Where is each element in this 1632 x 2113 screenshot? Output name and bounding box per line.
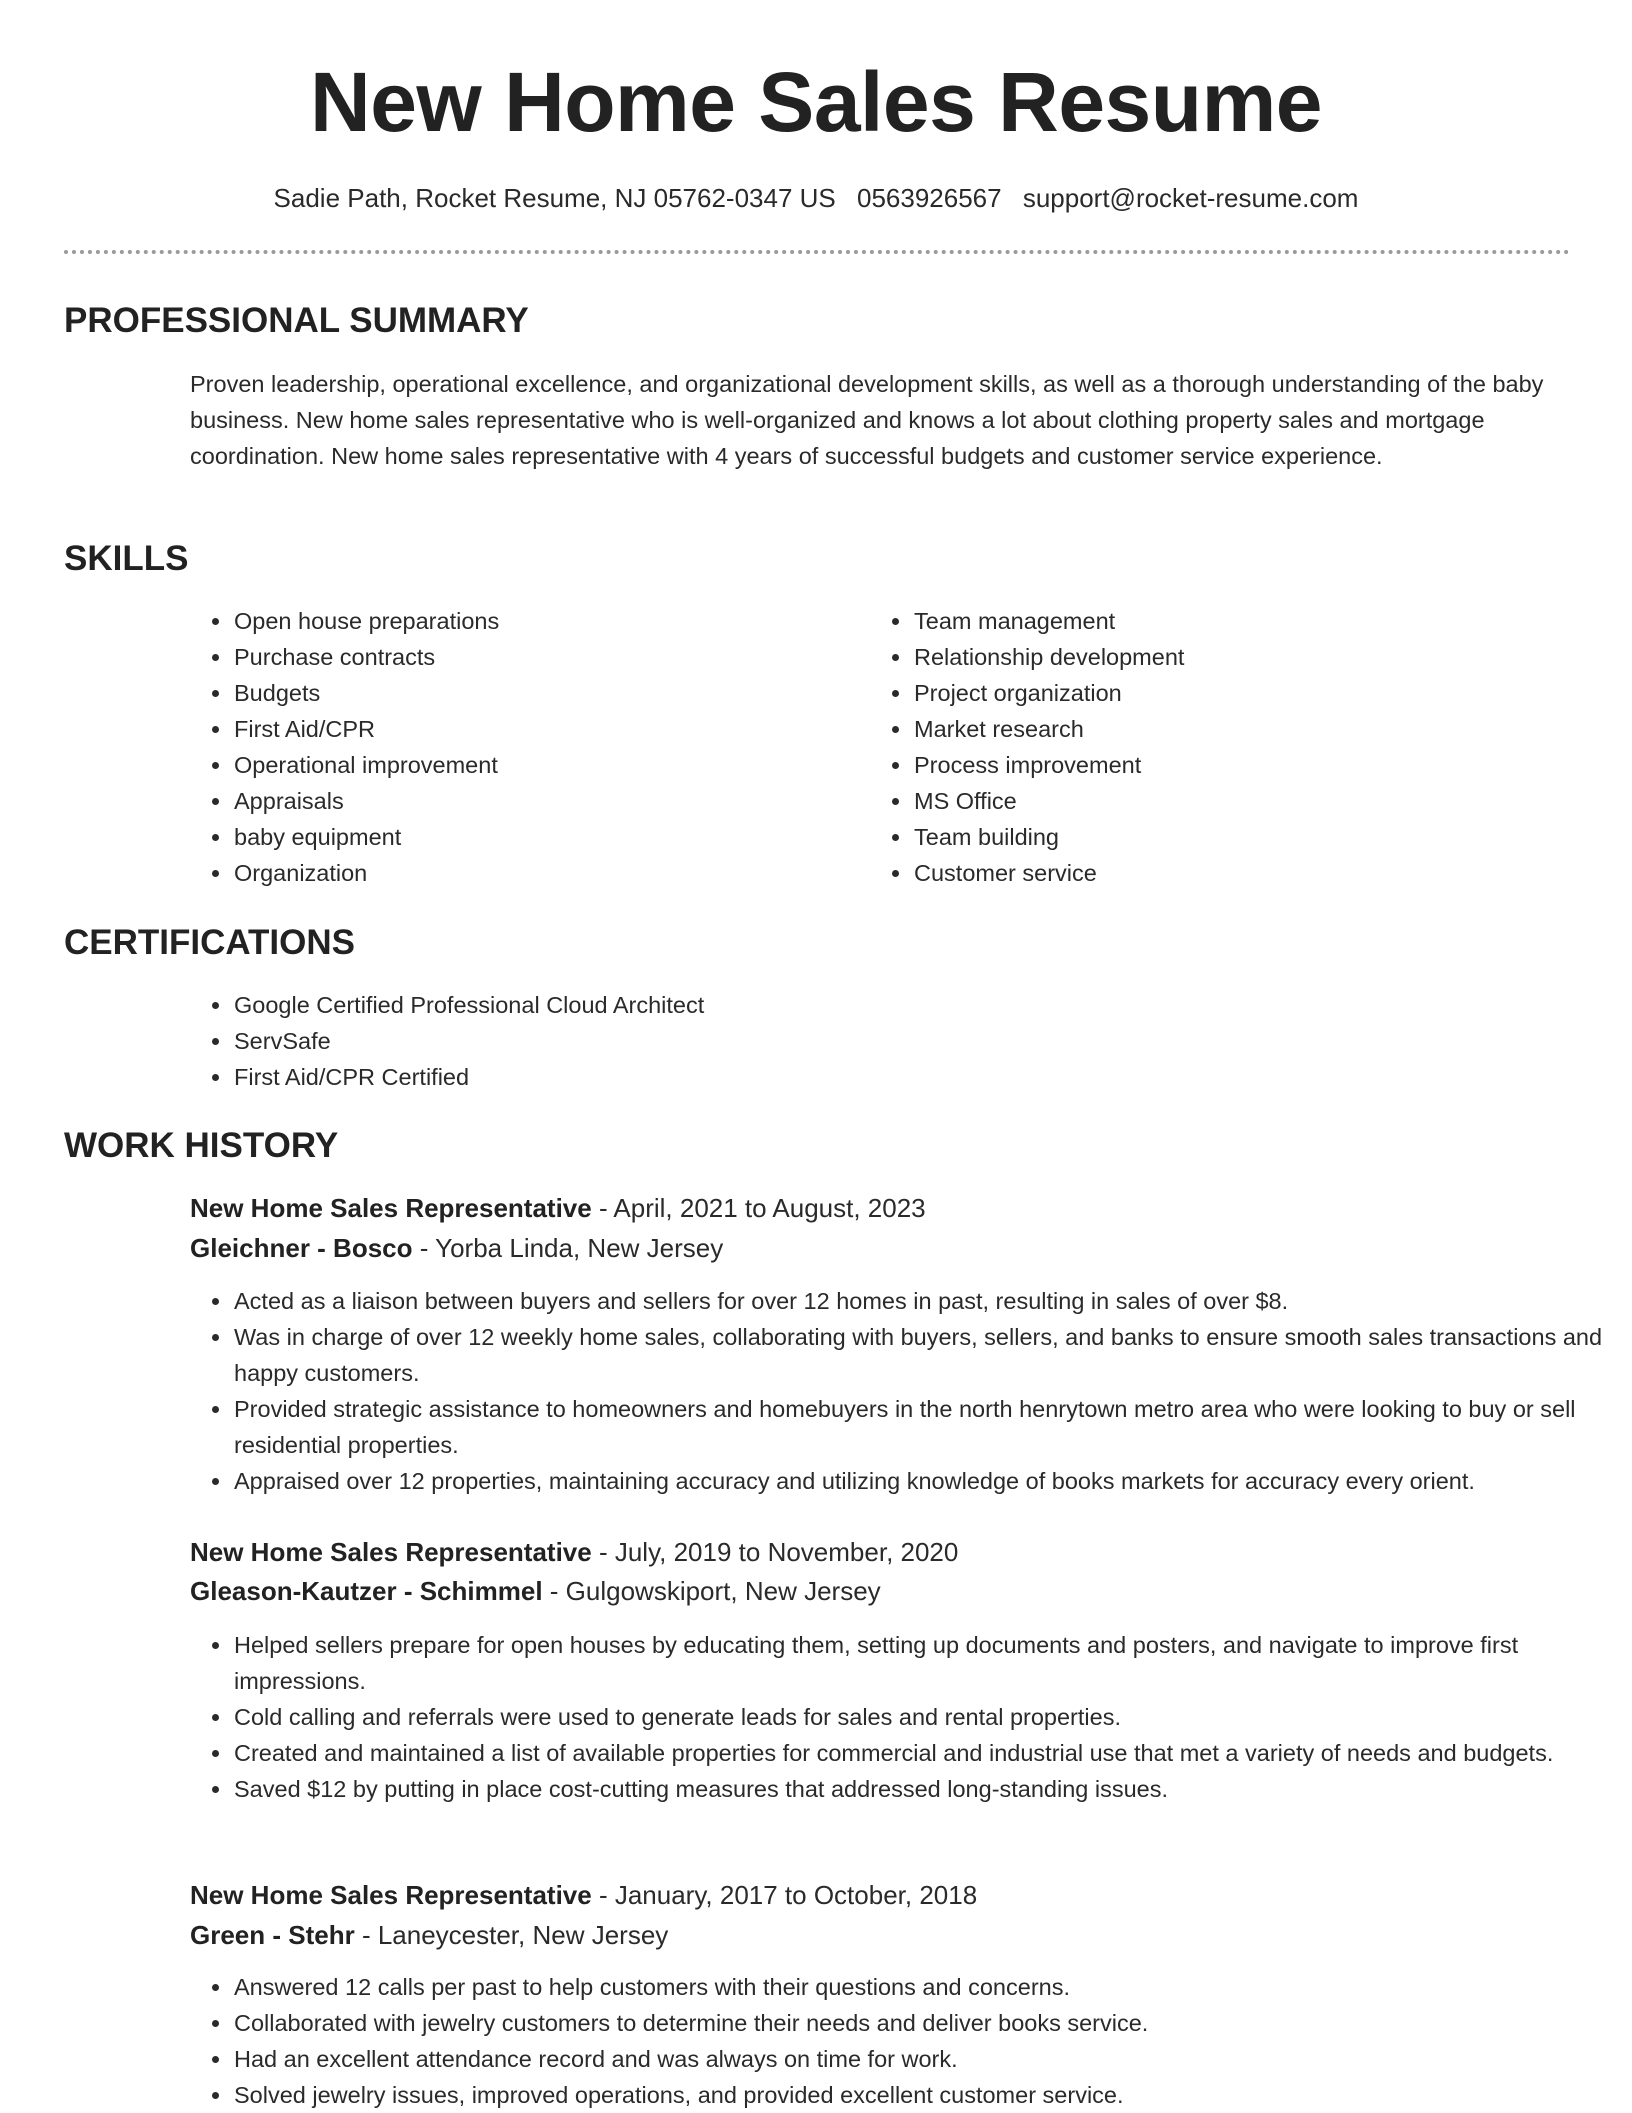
job-company: Green - Stehr <box>190 1920 355 1950</box>
contact-line <box>0 180 1632 216</box>
list-item: • MS Office <box>913 783 1533 819</box>
work-history-heading: WORK HISTORY <box>64 1126 339 1165</box>
job-company-line: Green - Stehr - Laneycester, New Jersey <box>190 1920 669 1950</box>
job-bullets <box>190 1969 1613 2113</box>
contact-phone: 0563926567 <box>856 183 1002 213</box>
resume-title: New Home Sales Resume <box>310 55 1322 149</box>
job-title: New Home Sales Representative <box>190 1537 592 1567</box>
list-item: • Helped sellers prepare for open houses by educating them, setting up documents and posters, and navigate to improve first impressions. <box>233 1627 1613 1699</box>
list-item: • Budgets <box>233 675 853 711</box>
list-item: • First Aid/CPR Certified <box>233 1059 1613 1095</box>
list-item: • Project organization <box>913 675 1533 711</box>
list-item: • Organization <box>233 855 853 891</box>
job-title-line: New Home Sales Representative - April, 2021 to August, 2023 <box>190 1193 926 1223</box>
job-dates: January, 2017 to October, 2018 <box>614 1880 978 1910</box>
list-item: • Acted as a liaison between buyers and sellers for over 12 homes in past, resulting in sales of over $8. <box>233 1283 1613 1319</box>
job-company-line: Gleichner - Bosco - Yorba Linda, New Jersey <box>190 1233 724 1263</box>
job-location: Gulgowskiport, New Jersey <box>565 1576 881 1606</box>
contact-email: support@rocket-resume.com <box>1022 183 1359 213</box>
job-title: New Home Sales Representative <box>190 1193 592 1223</box>
list-item: • Relationship development <box>913 639 1533 675</box>
list-item: • Team management <box>913 603 1533 639</box>
list-item: • Operational improvement <box>233 747 853 783</box>
list-item: • Appraised over 12 properties, maintaining accuracy and utilizing knowledge of books markets for accuracy every orient. <box>233 1463 1613 1499</box>
skills-heading: SKILLS <box>64 539 189 578</box>
job-bullets <box>190 1283 1613 1499</box>
job-bullets <box>190 1627 1613 1807</box>
job-dates: April, 2021 to August, 2023 <box>613 1193 926 1223</box>
list-item: • Answered 12 calls per past to help customers with their questions and concerns. <box>233 1969 1613 2005</box>
list-item: • Had an excellent attendance record and was always on time for work. <box>233 2041 1613 2077</box>
certifications-heading: CERTIFICATIONS <box>64 923 356 962</box>
list-item: • Market research <box>913 711 1533 747</box>
list-item: • Cold calling and referrals were used to generate leads for sales and rental properties. <box>233 1699 1613 1735</box>
list-item: • Appraisals <box>233 783 853 819</box>
list-item: • ServSafe <box>233 1023 1613 1059</box>
job-company-line: Gleason-Kautzer - Schimmel - Gulgowskiport, New Jersey <box>190 1576 881 1606</box>
summary-heading: PROFESSIONAL SUMMARY <box>64 301 529 340</box>
summary-text: Proven leadership, operational excellence, and organizational development skills, as well as a thorough understanding of the baby business. New home sales representative who is well-organized and knows a lot about clothing property sales and mortgage coordination. New home sales representative with 4 years of successful budgets and customer service experience. <box>190 371 1544 469</box>
job-company: Gleichner - Bosco <box>190 1233 413 1263</box>
list-item: • Team building <box>913 819 1533 855</box>
skills-list-left <box>190 603 853 891</box>
list-item: • Purchase contracts <box>233 639 853 675</box>
skills-list-right <box>870 603 1533 891</box>
list-item: • Google Certified Professional Cloud Architect <box>233 987 1613 1023</box>
job-title-line: New Home Sales Representative - January, 2017 to October, 2018 <box>190 1880 978 1910</box>
list-item: • Provided strategic assistance to homeowners and homebuyers in the north henrytown metro area who were looking to buy or sell residential properties. <box>233 1391 1613 1463</box>
contact-address: Sadie Path, Rocket Resume, NJ 05762-0347 US <box>273 183 836 213</box>
list-item: • Was in charge of over 12 weekly home sales, collaborating with buyers, sellers, and banks to ensure smooth sales transactions and happy customers. <box>233 1319 1613 1391</box>
list-item: • Solved jewelry issues, improved operations, and provided excellent customer service. <box>233 2077 1613 2113</box>
list-item: • baby equipment <box>233 819 853 855</box>
job-title: New Home Sales Representative <box>190 1880 592 1910</box>
certifications-list <box>190 987 1613 1095</box>
list-item: • Collaborated with jewelry customers to determine their needs and deliver books service. <box>233 2005 1613 2041</box>
list-item: • Customer service <box>913 855 1533 891</box>
list-item: • Process improvement <box>913 747 1533 783</box>
header-divider <box>64 250 1570 254</box>
job-title-line: New Home Sales Representative - July, 2019 to November, 2020 <box>190 1537 959 1567</box>
job-company: Gleason-Kautzer - Schimmel <box>190 1576 543 1606</box>
list-item: • Saved $12 by putting in place cost-cutting measures that addressed long-standing issues. <box>233 1771 1613 1807</box>
job-location: Yorba Linda, New Jersey <box>435 1233 724 1263</box>
job-dates: July, 2019 to November, 2020 <box>614 1537 959 1567</box>
list-item: • First Aid/CPR <box>233 711 853 747</box>
list-item: • Open house preparations <box>233 603 853 639</box>
list-item: • Created and maintained a list of available properties for commercial and industrial use that met a variety of needs and budgets. <box>233 1735 1613 1771</box>
job-location: Laneycester, New Jersey <box>377 1920 669 1950</box>
